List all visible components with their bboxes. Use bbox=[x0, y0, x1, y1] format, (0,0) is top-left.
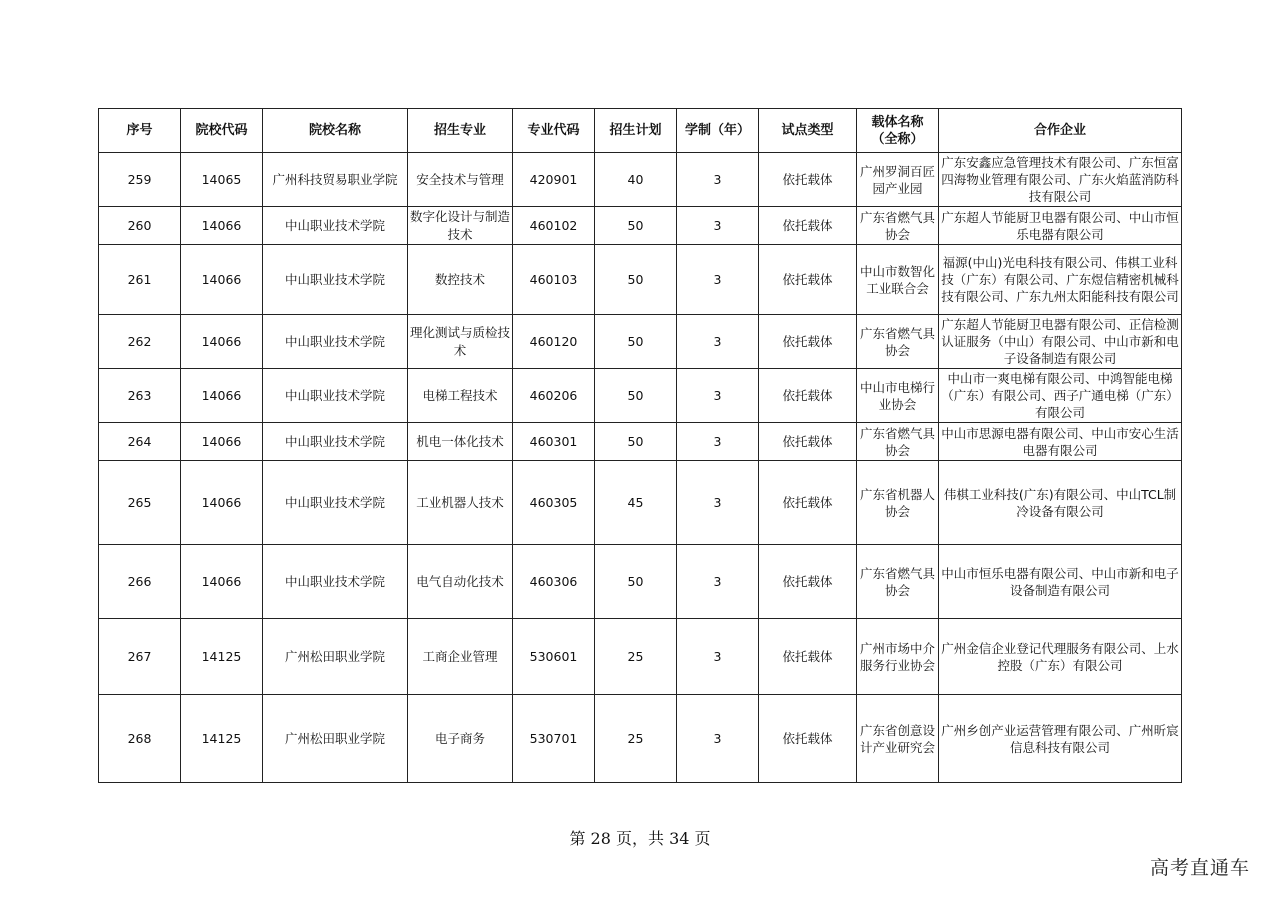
header-duration: 学制（年） bbox=[677, 109, 759, 153]
table-header-row bbox=[99, 109, 1182, 153]
table-row bbox=[99, 153, 1182, 207]
cell-carrier: 中山市数智化工业联合会 bbox=[857, 245, 939, 315]
cell-major: 工商企业管理 bbox=[408, 619, 513, 695]
header-pilot-type: 试点类型 bbox=[759, 109, 857, 153]
cell-pilot-type: 依托载体 bbox=[759, 315, 857, 369]
cell-pilot-type: 依托载体 bbox=[759, 461, 857, 545]
cell-pilot-type: 依托载体 bbox=[759, 369, 857, 423]
cell-partners: 广东安鑫应急管理技术有限公司、广东恒富四海物业管理有限公司、广东火焰蓝消防科技有限公司 bbox=[939, 153, 1182, 207]
table-body bbox=[99, 153, 1182, 783]
page-number: 第 28 页，共 34 页 bbox=[569, 829, 711, 848]
cell-seq: 261 bbox=[99, 245, 181, 315]
cell-school-code: 14125 bbox=[181, 695, 263, 783]
cell-partners: 伟棋工业科技(广东)有限公司、中山TCL制冷设备有限公司 bbox=[939, 461, 1182, 545]
cell-school-code: 14066 bbox=[181, 461, 263, 545]
cell-carrier: 中山市电梯行业协会 bbox=[857, 369, 939, 423]
cell-school-name: 中山职业技术学院 bbox=[263, 207, 408, 245]
cell-partners: 中山市一爽电梯有限公司、中鸿智能电梯（广东）有限公司、西子广通电梯（广东）有限公司 bbox=[939, 369, 1182, 423]
cell-partners: 福源(中山)光电科技有限公司、伟棋工业科技（广东）有限公司、广东煜信精密机械科技有限公司、广东九州太阳能科技有限公司 bbox=[939, 245, 1182, 315]
cell-plan: 45 bbox=[595, 461, 677, 545]
cell-pilot-type: 依托载体 bbox=[759, 423, 857, 461]
cell-school-code: 14066 bbox=[181, 423, 263, 461]
cell-seq: 262 bbox=[99, 315, 181, 369]
cell-seq: 264 bbox=[99, 423, 181, 461]
cell-major-code: 460306 bbox=[513, 545, 595, 619]
cell-duration: 3 bbox=[677, 423, 759, 461]
cell-school-code: 14066 bbox=[181, 207, 263, 245]
header-carrier: 载体名称（全称） bbox=[857, 109, 939, 153]
cell-major: 电气自动化技术 bbox=[408, 545, 513, 619]
cell-seq: 265 bbox=[99, 461, 181, 545]
cell-school-code: 14066 bbox=[181, 369, 263, 423]
cell-partners: 中山市思源电器有限公司、中山市安心生活电器有限公司 bbox=[939, 423, 1182, 461]
cell-partners: 广州乡创产业运营管理有限公司、广州昕宸信息科技有限公司 bbox=[939, 695, 1182, 783]
watermark: 高考直通车 bbox=[1149, 857, 1250, 879]
cell-school-code: 14066 bbox=[181, 315, 263, 369]
cell-major: 机电一体化技术 bbox=[408, 423, 513, 461]
header-partners: 合作企业 bbox=[939, 109, 1182, 153]
cell-major-code: 420901 bbox=[513, 153, 595, 207]
cell-seq: 263 bbox=[99, 369, 181, 423]
cell-school-code: 14066 bbox=[181, 545, 263, 619]
cell-major: 电子商务 bbox=[408, 695, 513, 783]
cell-plan: 25 bbox=[595, 619, 677, 695]
cell-carrier: 广东省创意设计产业研究会 bbox=[857, 695, 939, 783]
cell-school-code: 14065 bbox=[181, 153, 263, 207]
cell-duration: 3 bbox=[677, 619, 759, 695]
cell-major: 工业机器人技术 bbox=[408, 461, 513, 545]
cell-duration: 3 bbox=[677, 207, 759, 245]
cell-plan: 50 bbox=[595, 545, 677, 619]
table-row bbox=[99, 619, 1182, 695]
cell-pilot-type: 依托载体 bbox=[759, 619, 857, 695]
cell-carrier: 广东省燃气具协会 bbox=[857, 315, 939, 369]
cell-duration: 3 bbox=[677, 153, 759, 207]
enrollment-table bbox=[98, 108, 1182, 783]
table-row bbox=[99, 461, 1182, 545]
table-row bbox=[99, 245, 1182, 315]
table-row bbox=[99, 545, 1182, 619]
cell-seq: 268 bbox=[99, 695, 181, 783]
cell-plan: 50 bbox=[595, 315, 677, 369]
cell-carrier: 广东省机器人协会 bbox=[857, 461, 939, 545]
cell-carrier: 广州罗洞百匠园产业园 bbox=[857, 153, 939, 207]
cell-partners: 广东超人节能厨卫电器有限公司、中山市恒乐电器有限公司 bbox=[939, 207, 1182, 245]
cell-major: 数控技术 bbox=[408, 245, 513, 315]
cell-school-code: 14066 bbox=[181, 245, 263, 315]
cell-major-code: 460102 bbox=[513, 207, 595, 245]
header-seq: 序号 bbox=[99, 109, 181, 153]
table-row bbox=[99, 423, 1182, 461]
cell-plan: 50 bbox=[595, 245, 677, 315]
cell-school-name: 广州松田职业学院 bbox=[263, 619, 408, 695]
cell-pilot-type: 依托载体 bbox=[759, 245, 857, 315]
cell-major: 理化测试与质检技术 bbox=[408, 315, 513, 369]
cell-duration: 3 bbox=[677, 315, 759, 369]
cell-carrier: 广东省燃气具协会 bbox=[857, 423, 939, 461]
cell-duration: 3 bbox=[677, 545, 759, 619]
cell-school-code: 14125 bbox=[181, 619, 263, 695]
cell-duration: 3 bbox=[677, 245, 759, 315]
cell-major-code: 460305 bbox=[513, 461, 595, 545]
cell-major: 电梯工程技术 bbox=[408, 369, 513, 423]
cell-carrier: 广州市场中介服务行业协会 bbox=[857, 619, 939, 695]
cell-major-code: 460301 bbox=[513, 423, 595, 461]
header-school-name: 院校名称 bbox=[263, 109, 408, 153]
cell-plan: 40 bbox=[595, 153, 677, 207]
cell-pilot-type: 依托载体 bbox=[759, 695, 857, 783]
cell-major-code: 530701 bbox=[513, 695, 595, 783]
header-major: 招生专业 bbox=[408, 109, 513, 153]
cell-carrier: 广东省燃气具协会 bbox=[857, 207, 939, 245]
cell-seq: 267 bbox=[99, 619, 181, 695]
table-row bbox=[99, 695, 1182, 783]
cell-major-code: 530601 bbox=[513, 619, 595, 695]
cell-pilot-type: 依托载体 bbox=[759, 545, 857, 619]
cell-major: 数字化设计与制造技术 bbox=[408, 207, 513, 245]
cell-partners: 广州金信企业登记代理服务有限公司、上水控股（广东）有限公司 bbox=[939, 619, 1182, 695]
cell-plan: 50 bbox=[595, 369, 677, 423]
table-row bbox=[99, 369, 1182, 423]
cell-school-name: 中山职业技术学院 bbox=[263, 423, 408, 461]
header-plan: 招生计划 bbox=[595, 109, 677, 153]
cell-school-name: 中山职业技术学院 bbox=[263, 545, 408, 619]
table-row bbox=[99, 315, 1182, 369]
cell-school-name: 广州科技贸易职业学院 bbox=[263, 153, 408, 207]
cell-school-name: 广州松田职业学院 bbox=[263, 695, 408, 783]
cell-school-name: 中山职业技术学院 bbox=[263, 245, 408, 315]
cell-seq: 259 bbox=[99, 153, 181, 207]
cell-plan: 50 bbox=[595, 423, 677, 461]
cell-seq: 266 bbox=[99, 545, 181, 619]
cell-pilot-type: 依托载体 bbox=[759, 207, 857, 245]
cell-duration: 3 bbox=[677, 461, 759, 545]
cell-school-name: 中山职业技术学院 bbox=[263, 461, 408, 545]
cell-school-name: 中山职业技术学院 bbox=[263, 315, 408, 369]
cell-duration: 3 bbox=[677, 695, 759, 783]
cell-plan: 50 bbox=[595, 207, 677, 245]
cell-duration: 3 bbox=[677, 369, 759, 423]
cell-major-code: 460120 bbox=[513, 315, 595, 369]
table-row bbox=[99, 207, 1182, 245]
cell-carrier: 广东省燃气具协会 bbox=[857, 545, 939, 619]
cell-major-code: 460103 bbox=[513, 245, 595, 315]
cell-seq: 260 bbox=[99, 207, 181, 245]
cell-partners: 广东超人节能厨卫电器有限公司、正信检测认证服务（中山）有限公司、中山市新和电子设备制造有限公司 bbox=[939, 315, 1182, 369]
cell-partners: 中山市恒乐电器有限公司、中山市新和电子设备制造有限公司 bbox=[939, 545, 1182, 619]
header-school-code: 院校代码 bbox=[181, 109, 263, 153]
header-major-code: 专业代码 bbox=[513, 109, 595, 153]
cell-school-name: 中山职业技术学院 bbox=[263, 369, 408, 423]
cell-pilot-type: 依托载体 bbox=[759, 153, 857, 207]
cell-plan: 25 bbox=[595, 695, 677, 783]
cell-major-code: 460206 bbox=[513, 369, 595, 423]
cell-major: 安全技术与管理 bbox=[408, 153, 513, 207]
